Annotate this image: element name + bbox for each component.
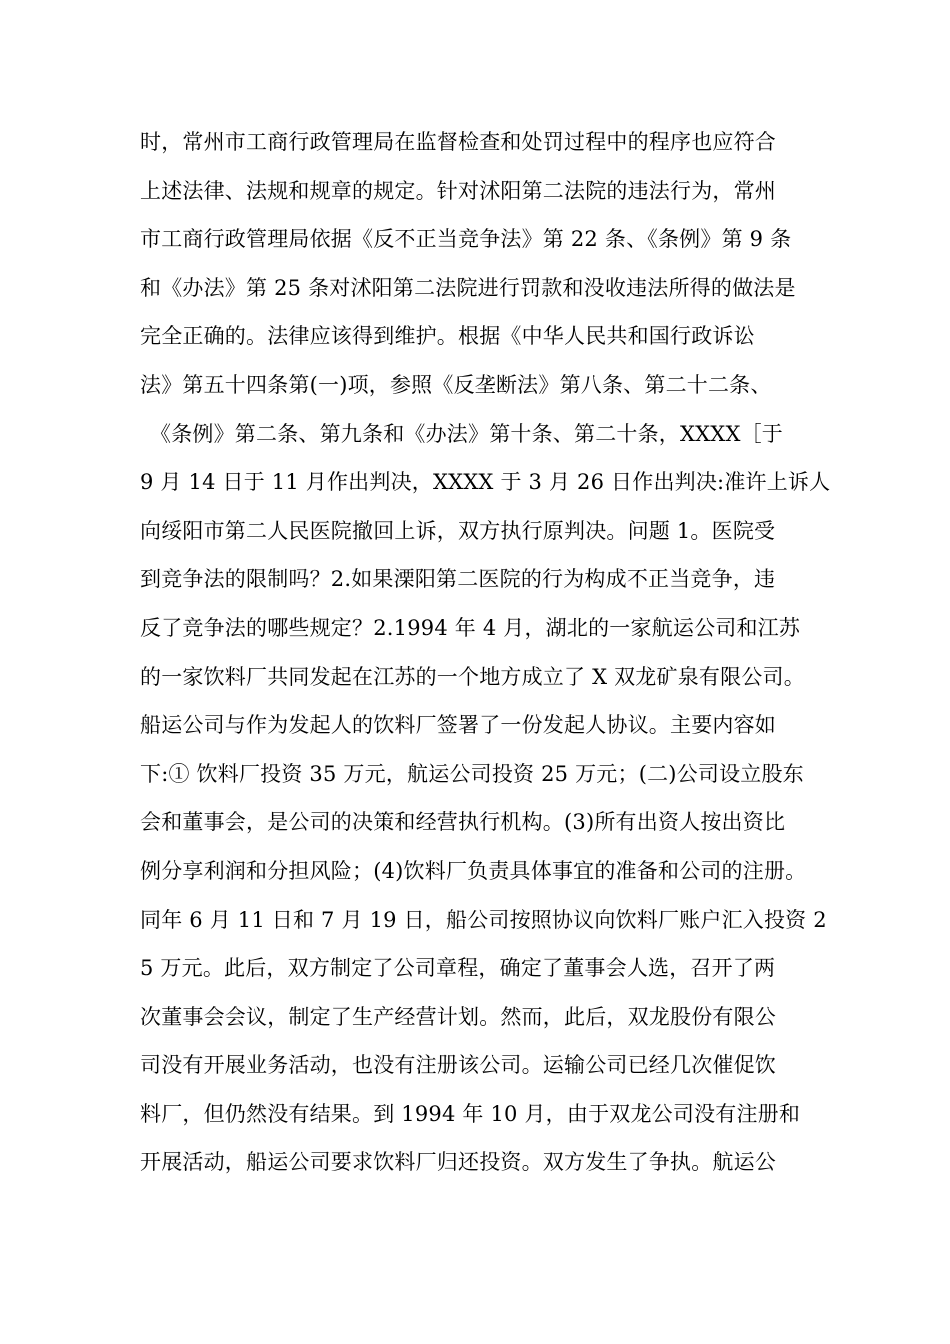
text-line: 到竞争法的限制吗？2.如果溧阳第二医院的行为构成不正当竞争，违	[140, 567, 776, 592]
text-line: 《条例》第二条、第九条和《办法》第十条、第二十条，XXXX［于	[150, 421, 783, 446]
text-line: 例分享利润和分担风险；(4)饮料厂负责具体事宜的准备和公司的注册。	[140, 858, 807, 883]
text-line: 和《办法》第 25 条对沭阳第二法院进行罚款和没收违法所得的做法是	[140, 275, 796, 300]
text-line: 开展活动，船运公司要求饮料厂归还投资。双方发生了争执。航运公	[140, 1150, 776, 1175]
text-line: 反了竞争法的哪些规定？2.1994 年 4 月，湖北的一家航运公司和江苏	[140, 615, 801, 640]
text-line: 法》第五十四条第(一)项，参照《反垄断法》第八条、第二十二条、	[140, 372, 772, 397]
text-line: 同年 6 月 11 日和 7 月 19 日，船公司按照协议向饮料厂账户汇入投资 2	[140, 907, 827, 932]
text-line: 船运公司与作为发起人的饮料厂签署了一份发起人协议。主要内容如	[140, 713, 776, 738]
text-line: 向绥阳市第二人民医院撤回上诉，双方执行原判决。问题 1。医院受	[140, 518, 776, 543]
text-line: 时，常州市工商行政管理局在监督检查和处罚过程中的程序也应符合	[140, 130, 776, 154]
text-line: 9 月 14 日于 11 月作出判决，XXXX 于 3 月 26 日作出判决:准许上诉人	[140, 470, 831, 495]
text-line: 司没有开展业务活动，也没有注册该公司。运输公司已经几次催促饮	[140, 1053, 776, 1078]
text-line: 次董事会会议，制定了生产经营计划。然而，此后，双龙股份有限公	[140, 1004, 776, 1029]
text-line: 下:① 饮料厂投资 35 万元，航运公司投资 25 万元；(二)公司设立股东	[140, 761, 804, 786]
text-line: 会和董事会，是公司的决策和经营执行机构。(3)所有出资人按出资比	[140, 810, 786, 835]
text-line: 5 万元。此后，双方制定了公司章程，确定了董事会人选，召开了两	[140, 956, 776, 981]
text-line: 市工商行政管理局依据《反不正当竞争法》第 22 条、《条例》第 9 条	[140, 227, 792, 252]
text-line: 完全正确的。法律应该得到维护。根据《中华人民共和国行政诉讼	[140, 324, 755, 349]
body-text	[140, 118, 830, 1187]
text-line: 的一家饮料厂共同发起在江苏的一个地方成立了 X 双龙矿泉有限公司。	[140, 664, 805, 689]
text-line: 上述法律、法规和规章的规定。针对沭阳第二法院的违法行为，常州	[140, 178, 776, 203]
text-line: 料厂，但仍然没有结果。到 1994 年 10 月，由于双龙公司没有注册和	[140, 1101, 801, 1126]
